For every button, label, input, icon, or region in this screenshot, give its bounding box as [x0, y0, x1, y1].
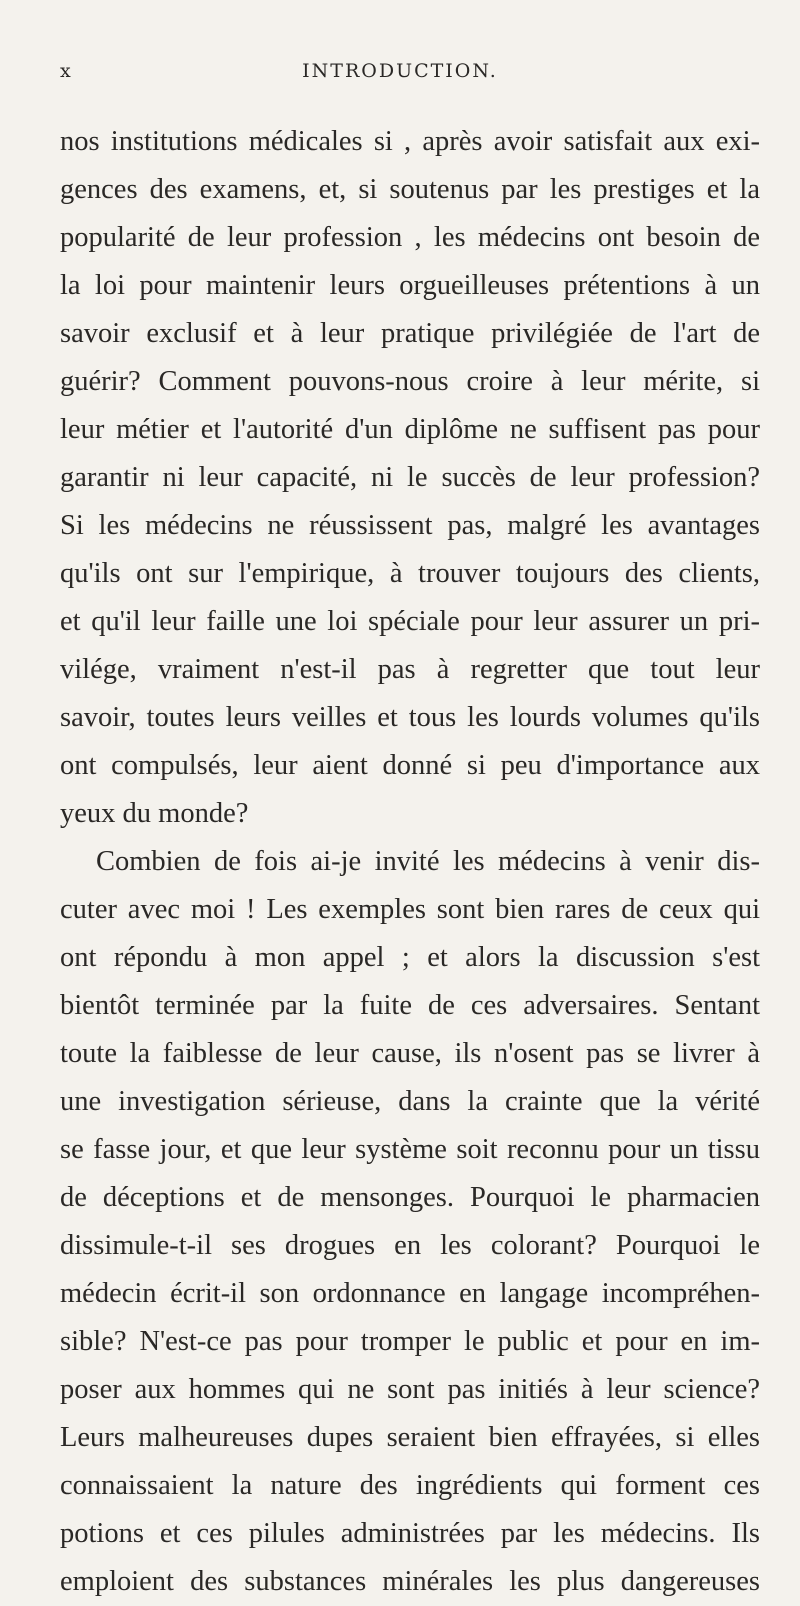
text-line: Si les médecins ne réussissent pas, malgré les avantages — [60, 510, 760, 541]
text-line: leur métier et l'autorité d'un diplôme ne suffisent pas pour — [60, 414, 760, 445]
text-line: bientôt terminée par la fuite de ces adversaires. Sentant — [60, 990, 760, 1021]
text-line: gences des examens, et, si soutenus par les prestiges et la — [60, 174, 760, 205]
text-line: Leurs malheureuses dupes seraient bien effrayées, si elles — [60, 1422, 760, 1453]
running-title: INTRODUCTION. — [302, 60, 498, 82]
paragraph-first-line: Combien de fois ai-je invité les médecins à venir dis- — [96, 846, 760, 877]
text-line: potions et ces pilules administrées par les médecins. Ils — [60, 1518, 760, 1549]
text-line: dissimule-t-il ses drogues en les colorant? Pourquoi le — [60, 1230, 760, 1261]
text-line: ont répondu à mon appel ; et alors la discussion s'est — [60, 942, 760, 973]
text-line: emploient des substances minérales les plus dangereuses — [60, 1566, 760, 1597]
text-line: savoir, toutes leurs veilles et tous les lourds volumes qu'ils — [60, 702, 760, 733]
text-line: guérir? Comment pouvons-nous croire à leur mérite, si — [60, 366, 760, 397]
page-number: x — [60, 60, 72, 82]
paragraph-end-line: yeux du monde? — [60, 798, 249, 829]
text-line: poser aux hommes qui ne sont pas initiés à leur science? — [60, 1374, 760, 1405]
text-line: la loi pour maintenir leurs orgueilleuses prétentions à un — [60, 270, 760, 301]
text-line: sible? N'est-ce pas pour tromper le public et pour en im- — [60, 1326, 760, 1357]
text-line: et qu'il leur faille une loi spéciale pour leur assurer un pri- — [60, 606, 760, 637]
text-line: vilége, vraiment n'est-il pas à regretter que tout leur — [60, 654, 760, 685]
text-line: connaissaient la nature des ingrédients qui forment ces — [60, 1470, 760, 1501]
text-line: médecin écrit-il son ordonnance en langage incompréhen- — [60, 1278, 760, 1309]
text-line: se fasse jour, et que leur système soit reconnu pour un tissu — [60, 1134, 760, 1165]
body-text — [60, 118, 760, 1606]
text-line: une investigation sérieuse, dans la crainte que la vérité — [60, 1086, 760, 1117]
page-header — [60, 60, 740, 90]
text-line: nos institutions médicales si , après avoir satisfait aux exi- — [60, 126, 760, 157]
text-line: de déceptions et de mensonges. Pourquoi le pharmacien — [60, 1182, 760, 1213]
text-line: ont compulsés, leur aient donné si peu d'importance aux — [60, 750, 760, 781]
text-line: garantir ni leur capacité, ni le succès de leur profession? — [60, 462, 760, 493]
text-line: cuter avec moi ! Les exemples sont bien rares de ceux qui — [60, 894, 760, 925]
text-line: qu'ils ont sur l'empirique, à trouver toujours des clients, — [60, 558, 760, 589]
text-line: savoir exclusif et à leur pratique privilégiée de l'art de — [60, 318, 760, 349]
text-line: toute la faiblesse de leur cause, ils n'osent pas se livrer à — [60, 1038, 760, 1069]
text-line: popularité de leur profession , les médecins ont besoin de — [60, 222, 760, 253]
